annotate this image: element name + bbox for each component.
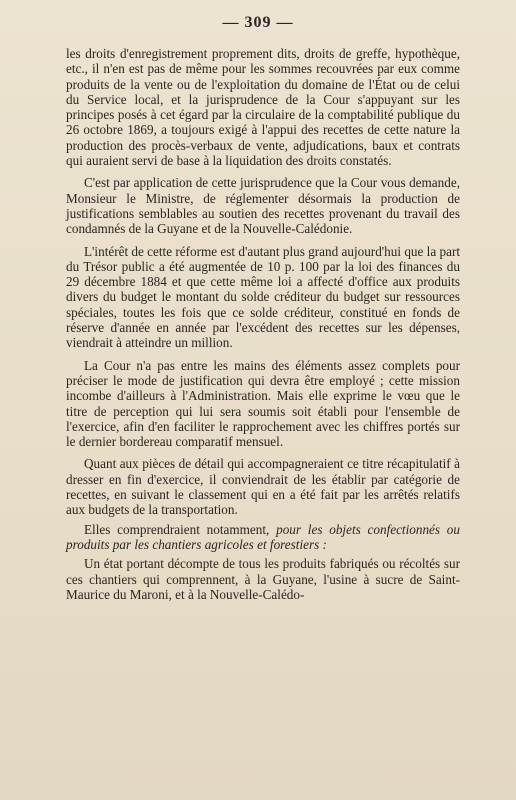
paragraph-3: L'intérêt de cette réforme est d'autant plus grand aujourd'hui que la part du Trésor public a été augmentée de 10 p. 100 par la loi des finances du 29 décembre 1884 et que cette même loi a affecté d'office aux produits divers du budget le montant du solde créditeur du budget sur ressources spéciales, toutes les fois que ce solde créditeur, constitué en fonds de réserve d'année en année par l'excédent des recettes sur les dépenses, viendrait à atteindre un million. xyxy=(66,243,460,351)
paragraph-6 xyxy=(66,522,460,553)
paragraph-1: les droits d'enregistrement proprement dits, droits de greffe, hypothèque, etc., il n'en est pas de même pour les sommes recouvrées par eux comme produits de la vente ou de l'exploitation du domaine de l'État ou de celui du Service local, et la jurisprudence de la Cour s'appuyant sur les principes posés à cet égard par la circulaire de la comptabilité publique du 26 octobre 1869, a toujours exigé à l'appui des recettes de cette nature la production des procès-verbaux de vente, adjudications, baux et contrats qui auraient servi de base à la liquidation des droits constatés. xyxy=(66,46,460,169)
paragraph-4: La Cour n'a pas entre les mains des éléments assez complets pour préciser le mode de justification qui devra être employé ; cette mission incombe d'ailleurs à l'Administration. Mais elle exprime le vœu que le titre de perception qui lui sera soumis soit établi pour l'ensemble de l'exercice, afin d'en faciliter le rapprochement avec les chiffres portés sur le dernier bordereau comparatif mensuel. xyxy=(66,357,460,450)
paragraph-6-lead: Elles comprendraient notamment, xyxy=(84,521,277,537)
page-number: — 309 — xyxy=(222,14,294,31)
paragraph-2: C'est par application de cette jurisprudence que la Cour vous demande, Monsieur le Ministre, de réglementer désormais la production de justifications semblables au soutien des recettes provenant du travail des condamnés de la Guyane et de la Nouvelle-Calédonie. xyxy=(66,175,460,237)
page-body xyxy=(66,46,460,609)
paragraph-7: Un état portant décompte de tous les produits fabriqués ou récoltés sur ces chantiers qui comprennent, à la Guyane, l'usine à sucre de Saint-Maurice du Maroni, et à la Nouvelle-Calédo- xyxy=(66,556,460,602)
paragraph-5: Quant aux pièces de détail qui accompagneraient ce titre récapitulatif à dresser en fin d'exercice, il conviendrait de les établir par catégorie de recettes, en suivant le classement qui en a été fait par les arrêtés relatifs aux budgets de la transportation. xyxy=(66,456,460,518)
paragraph-6-italic: pour les objets confectionnés ou produits par les chantiers agricoles et forestiers : xyxy=(66,521,460,552)
